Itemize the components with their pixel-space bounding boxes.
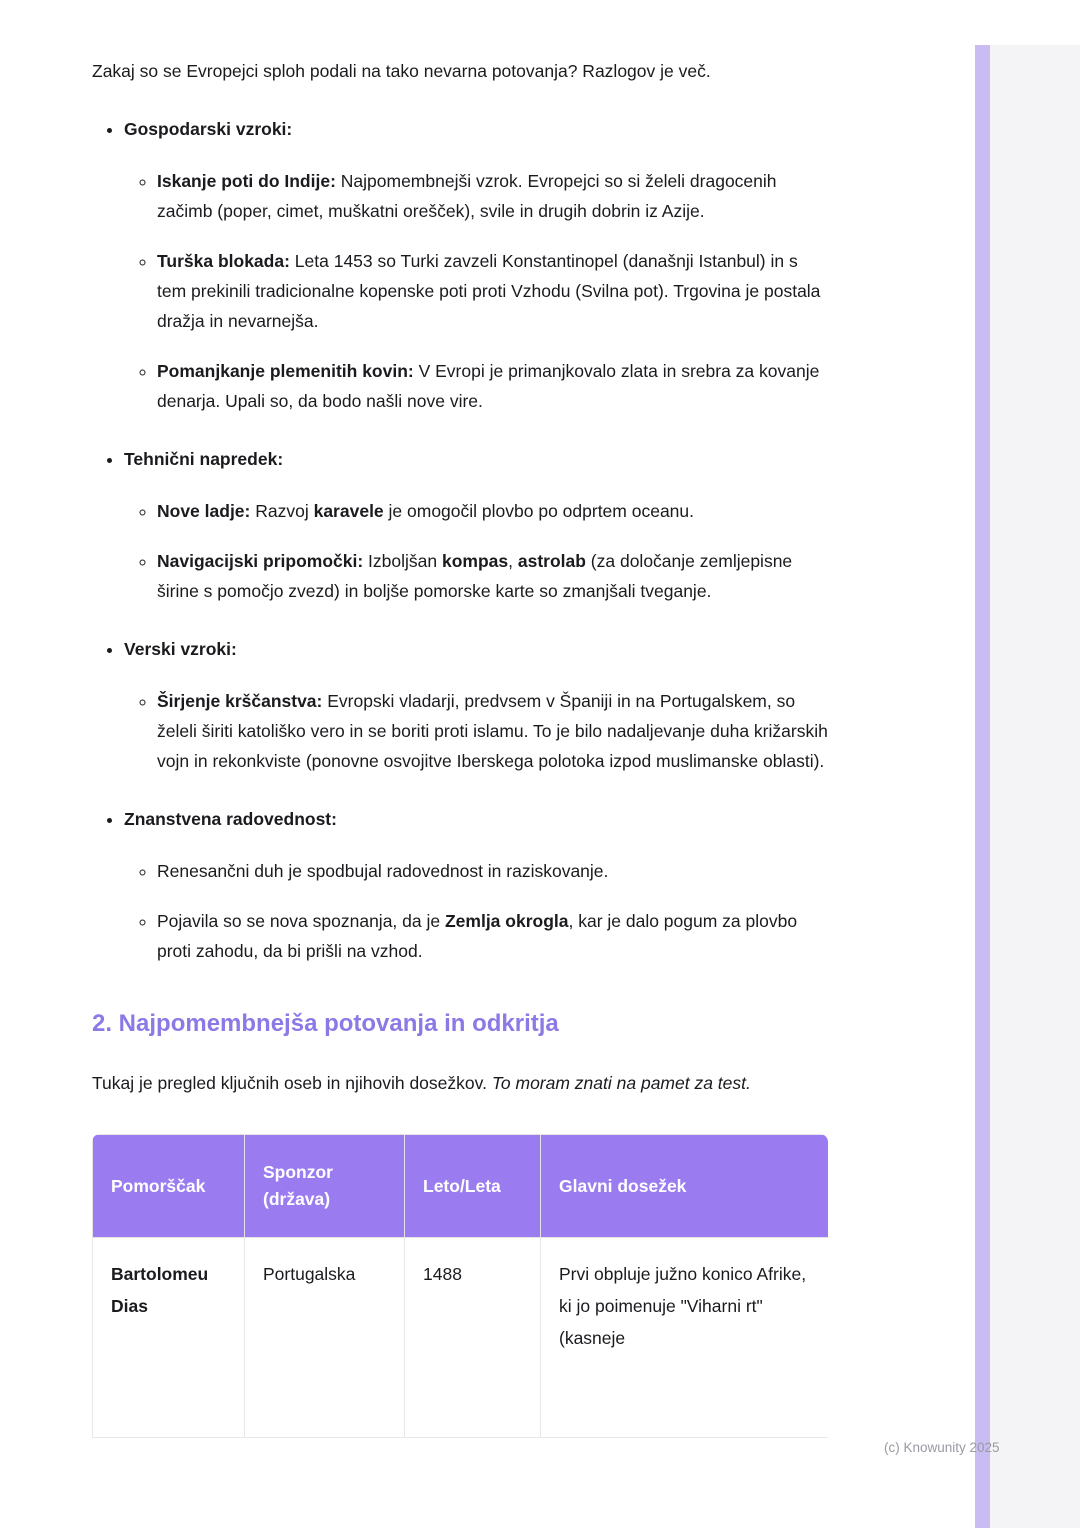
list-item (157, 856, 828, 886)
list-item-title: Verski vzroki: (124, 639, 237, 659)
list-item-title: Gospodarski vzroki: (124, 119, 293, 139)
text-segment: Tukaj je pregled ključnih oseb in njihovih dosežkov. (92, 1073, 492, 1093)
list-item (157, 686, 828, 776)
column-header-year: Leto/Leta (405, 1135, 541, 1238)
text-segment: Pojavila so se nova spoznanja, da je (157, 911, 445, 931)
intro-paragraph: Zakaj so se Evropejci sploh podali na tako nevarna potovanja? Razlogov je več. (92, 61, 711, 81)
text-segment: kompas (441, 551, 509, 571)
list-item-title: Tehnični napredek: (124, 449, 284, 469)
text-segment: V Evropi je primanjkovalo zlata in srebra za kovanje denarja. Upali so, da bodo našli nove vire. (157, 361, 820, 411)
lead-paragraph (92, 1068, 828, 1098)
watermark: (c) Knowunity 2025 (884, 1440, 1000, 1455)
section-heading: 2. Najpomembnejša potovanja in odkritja (92, 1010, 559, 1037)
text-segment: (za določanje zemljepisne širine s pomočjo zvezd) in boljše pomorske karte so zmanjšali tveganje. (157, 551, 793, 601)
sublist-technical (124, 496, 828, 606)
column-header-sponsor: Sponzor (država) (245, 1135, 405, 1238)
table-row (93, 1238, 829, 1438)
text-segment: Pomanjkanje plemenitih kovin: (157, 361, 414, 381)
sublist-scientific (124, 856, 828, 966)
cell-year: 1488 (405, 1238, 541, 1438)
explorers-table (92, 1134, 828, 1438)
text-segment: , (508, 551, 518, 571)
page-edge-strip (975, 45, 990, 1528)
text-segment: astrolab (517, 551, 586, 571)
table-header-row (93, 1135, 829, 1238)
text-segment-italic: To moram znati na pamet za test. (491, 1073, 751, 1093)
text-segment: Razvoj (250, 501, 314, 521)
page-content (92, 56, 828, 1438)
text-segment: Najpomembnejši vzrok. Evropejci so si želeli dragocenih začimb (poper, cimet, muškatni orešček), svile in drugih dobrin iz Azije. (157, 171, 777, 221)
text-segment: Širjenje krščanstva: (157, 691, 323, 711)
list-item (157, 496, 828, 526)
list-item-technical (124, 444, 828, 606)
text-segment: Nove ladje: (157, 501, 251, 521)
text-segment: , kar je dalo pogum za plovbo proti zahodu, da bi prišli na vzhod. (157, 911, 798, 961)
list-item-scientific (124, 804, 828, 966)
text-segment: Iskanje poti do Indije: (157, 171, 336, 191)
text-segment: Zemlja okrogla (444, 911, 569, 931)
column-header-explorer: Pomorščak (93, 1135, 245, 1238)
sublist-economic (124, 166, 828, 416)
list-item-title: Znanstvena radovednost: (124, 809, 337, 829)
list-item (157, 906, 828, 966)
text-segment: Leta 1453 so Turki zavzeli Konstantinopel (današnji Istanbul) in s tem prekinili tradicionalne kopenske poti proti Vzhodu (Svilna pot). Trgovina je postala dražja in nevarnejša. (157, 251, 821, 331)
text-segment: Turška blokada: (157, 251, 290, 271)
cell-sponsor: Portugalska (245, 1238, 405, 1438)
text-segment: Navigacijski pripomočki: (157, 551, 364, 571)
explorers-table-wrap (92, 1134, 828, 1438)
column-header-achievement: Glavni dosežek (541, 1135, 829, 1238)
text-segment: je omogočil plovbo po odprtem oceanu. (383, 501, 695, 521)
list-item (157, 356, 828, 416)
list-item (157, 246, 828, 336)
background-panel (990, 45, 1080, 1528)
text-segment: karavele (313, 501, 384, 521)
sublist-religious (124, 686, 828, 776)
list-item (157, 546, 828, 606)
text-segment: Renesančni duh je spodbujal radovednost in raziskovanje. (157, 861, 609, 881)
text-segment: Evropski vladarji, predvsem v Španiji in na Portugalskem, so želeli širiti katoliško vero in se boriti proti islamu. To je bilo nadaljevanje duha križarskih vojn in rekonkviste (ponovne osvojitve Iberskega polotoka izpod muslimanske oblasti). (157, 691, 828, 771)
list-item-religious (124, 634, 828, 776)
list-item (157, 166, 828, 226)
cell-achievement: Prvi obpluje južno konico Afrike, ki jo poimenuje "Viharni rt" (kasneje (541, 1238, 829, 1438)
list-item-economic (124, 114, 828, 416)
causes-list (92, 114, 828, 966)
text-segment: Izboljšan (363, 551, 442, 571)
cell-explorer-name: Bartolomeu Dias (93, 1238, 245, 1438)
